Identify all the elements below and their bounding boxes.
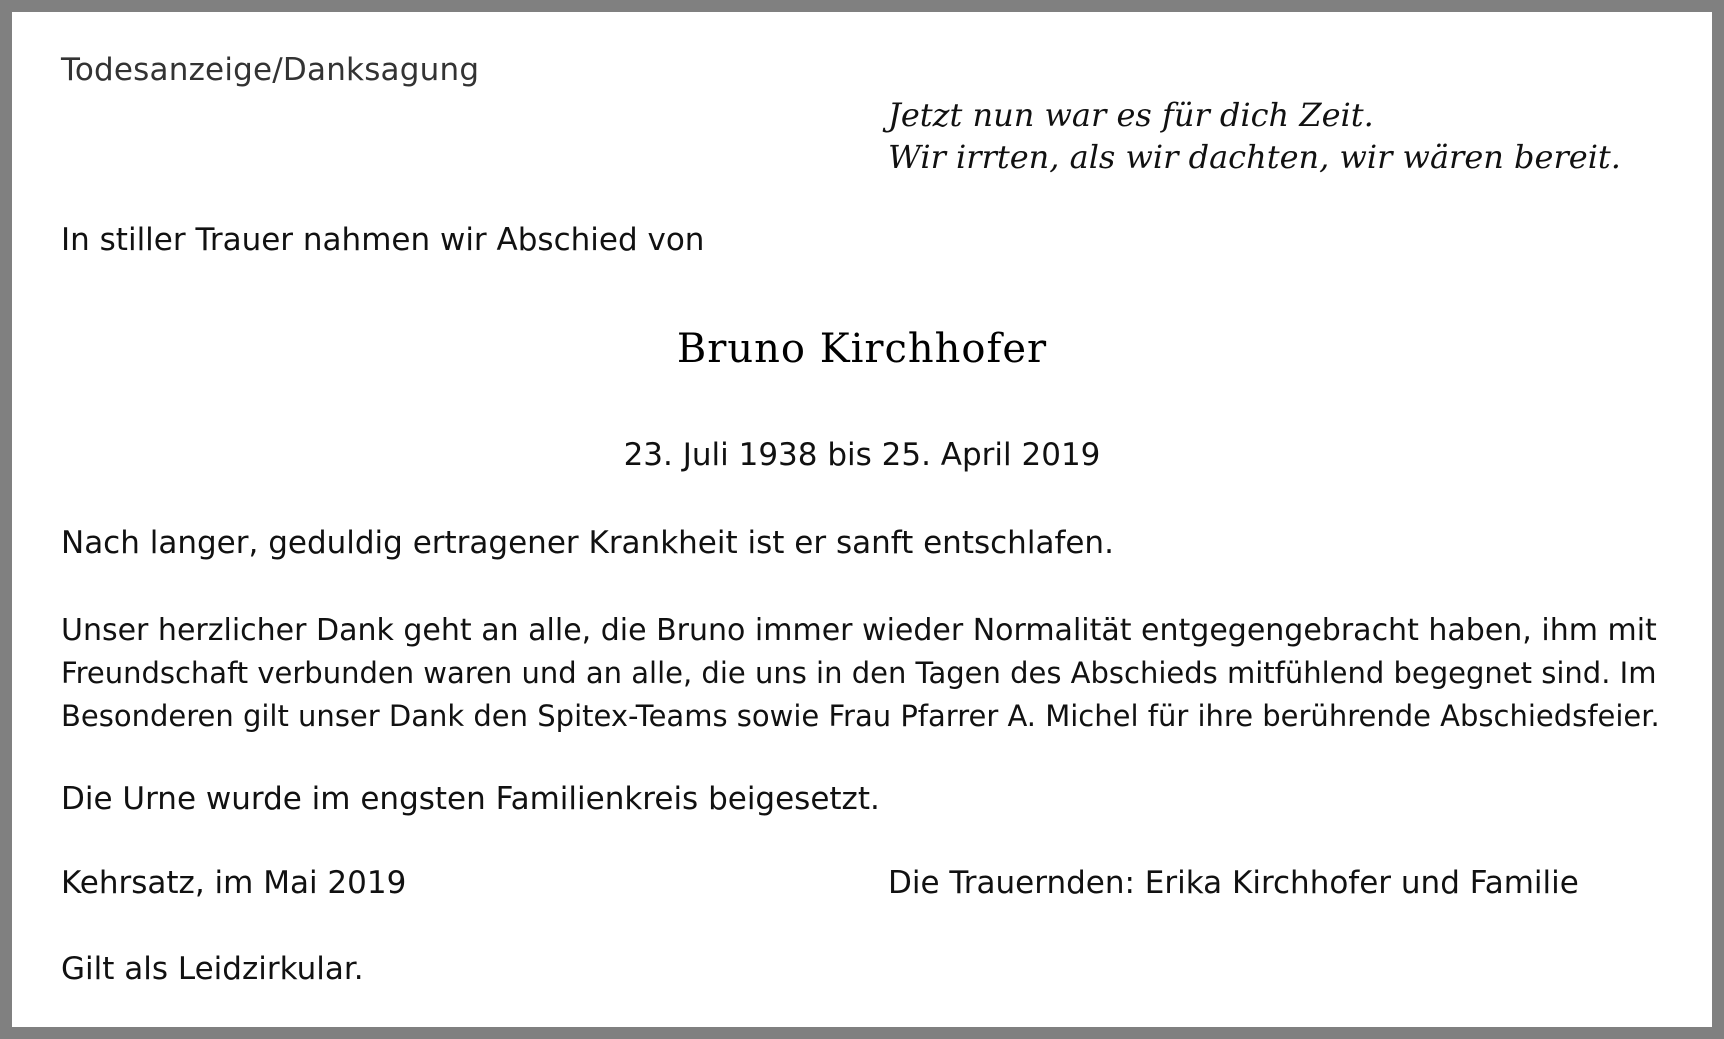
mourners-signature: Die Trauernden: Erika Kirchhofer und Familie: [888, 865, 1579, 901]
notice-category: Todesanzeige/Danksagung: [61, 52, 480, 88]
life-dates: 23. Juli 1938 bis 25. April 2019: [623, 437, 1101, 473]
obituary-notice: [12, 12, 1712, 1027]
place-date: Kehrsatz, im Mai 2019: [61, 865, 407, 901]
paragraph-burial: Die Urne wurde im engsten Familienkreis beigesetzt.: [61, 781, 880, 817]
motto-line: Jetzt nun war es für dich Zeit.: [888, 96, 1374, 134]
paragraph-line: Besonderen gilt unser Dank den Spitex-Teams sowie Frau Pfarrer A. Michel für ihre berührende Abschiedsfeier.: [61, 699, 1660, 733]
paragraph-line: Freundschaft verbunden waren und an alle, die uns in den Tagen des Abschieds mitfühlend begegnet sind. Im: [61, 656, 1657, 690]
motto-verse: [888, 94, 1621, 178]
paragraph-thanks: [61, 609, 1665, 738]
deceased-name: Bruno Kirchhofer: [676, 326, 1048, 372]
paragraph-line: Unser herzlicher Dank geht an alle, die Bruno immer wieder Normalität entgegengebracht haben, ihm mit: [61, 613, 1657, 648]
motto-line: Wir irrten, als wir dachten, wir wären bereit.: [888, 138, 1621, 176]
circular-note: Gilt als Leidzirkular.: [61, 951, 364, 987]
intro-text: In stiller Trauer nahmen wir Abschied von: [61, 222, 705, 258]
paragraph-illness: Nach langer, geduldig ertragener Krankheit ist er sanft entschlafen.: [61, 525, 1114, 561]
